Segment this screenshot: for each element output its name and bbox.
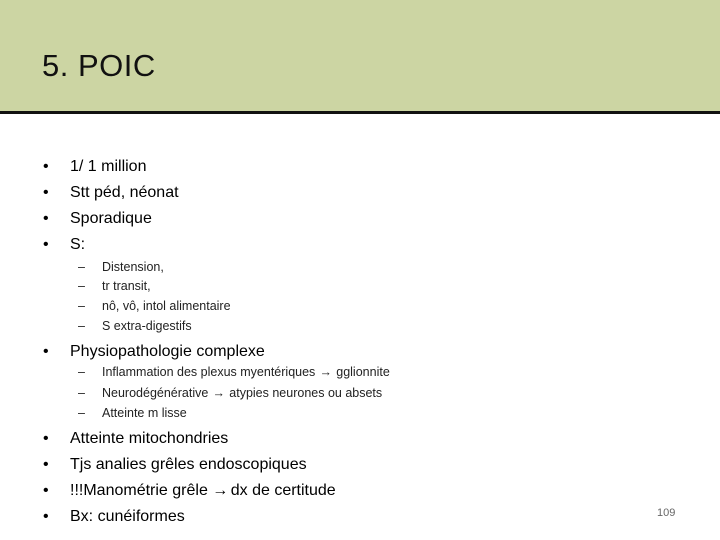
- bullet-marker: •: [43, 456, 49, 473]
- dash-marker: –: [78, 279, 85, 293]
- bullet-text: Atteinte mitochondries: [70, 430, 229, 447]
- page-number: 109: [657, 507, 676, 519]
- arrow-icon: →: [319, 365, 333, 379]
- dash-marker: –: [78, 299, 85, 313]
- sub-item-text: [102, 385, 382, 402]
- text-part: gglionnite: [332, 365, 390, 379]
- slide-title: 5. POIC: [42, 48, 156, 83]
- dash-marker: –: [78, 260, 85, 274]
- bullet-text: Bx: cunéiformes: [70, 508, 185, 525]
- sub-item-text: Atteinte m lisse: [102, 406, 187, 420]
- bullet-marker: •: [43, 210, 49, 227]
- bullet-text: Sporadique: [70, 210, 152, 227]
- sub-item-text: Distension,: [102, 260, 164, 274]
- bullet-marker: •: [43, 343, 49, 360]
- sub-item-text: tr transit,: [102, 279, 151, 293]
- bullet-marker: •: [43, 508, 49, 525]
- sub-item-text: [102, 364, 390, 381]
- dash-marker: –: [78, 365, 85, 379]
- sub-item-text: nô, vô, intol alimentaire: [102, 299, 231, 313]
- text-part: Inflammation des plexus myentériques: [102, 365, 319, 379]
- dash-marker: –: [78, 386, 85, 400]
- bullet-marker: •: [43, 184, 49, 201]
- dash-marker: –: [78, 319, 85, 333]
- bullet-text: S:: [70, 236, 86, 253]
- text-part: dx de certitude: [226, 482, 336, 499]
- bullet-marker: •: [43, 482, 49, 499]
- bullet-text: [70, 481, 336, 501]
- text-part: !!!Manométrie grêle: [70, 482, 213, 499]
- arrow-icon: →: [212, 386, 226, 400]
- bullet-text: Stt péd, néonat: [70, 184, 179, 201]
- dash-marker: –: [78, 406, 85, 420]
- sub-item-text: S extra-digestifs: [102, 319, 192, 333]
- bullet-text: Physiopathologie complexe: [70, 343, 265, 360]
- text-part: Neurodégénérative: [102, 386, 212, 400]
- bullet-text: 1/ 1 million: [70, 158, 147, 175]
- bullet-text: Tjs analies grêles endoscopiques: [70, 456, 307, 473]
- text-part: atypies neurones ou absets: [225, 386, 383, 400]
- bullet-marker: •: [43, 158, 49, 175]
- bullet-marker: •: [43, 236, 49, 253]
- bullet-marker: •: [43, 430, 49, 447]
- arrow-icon: →: [212, 482, 229, 499]
